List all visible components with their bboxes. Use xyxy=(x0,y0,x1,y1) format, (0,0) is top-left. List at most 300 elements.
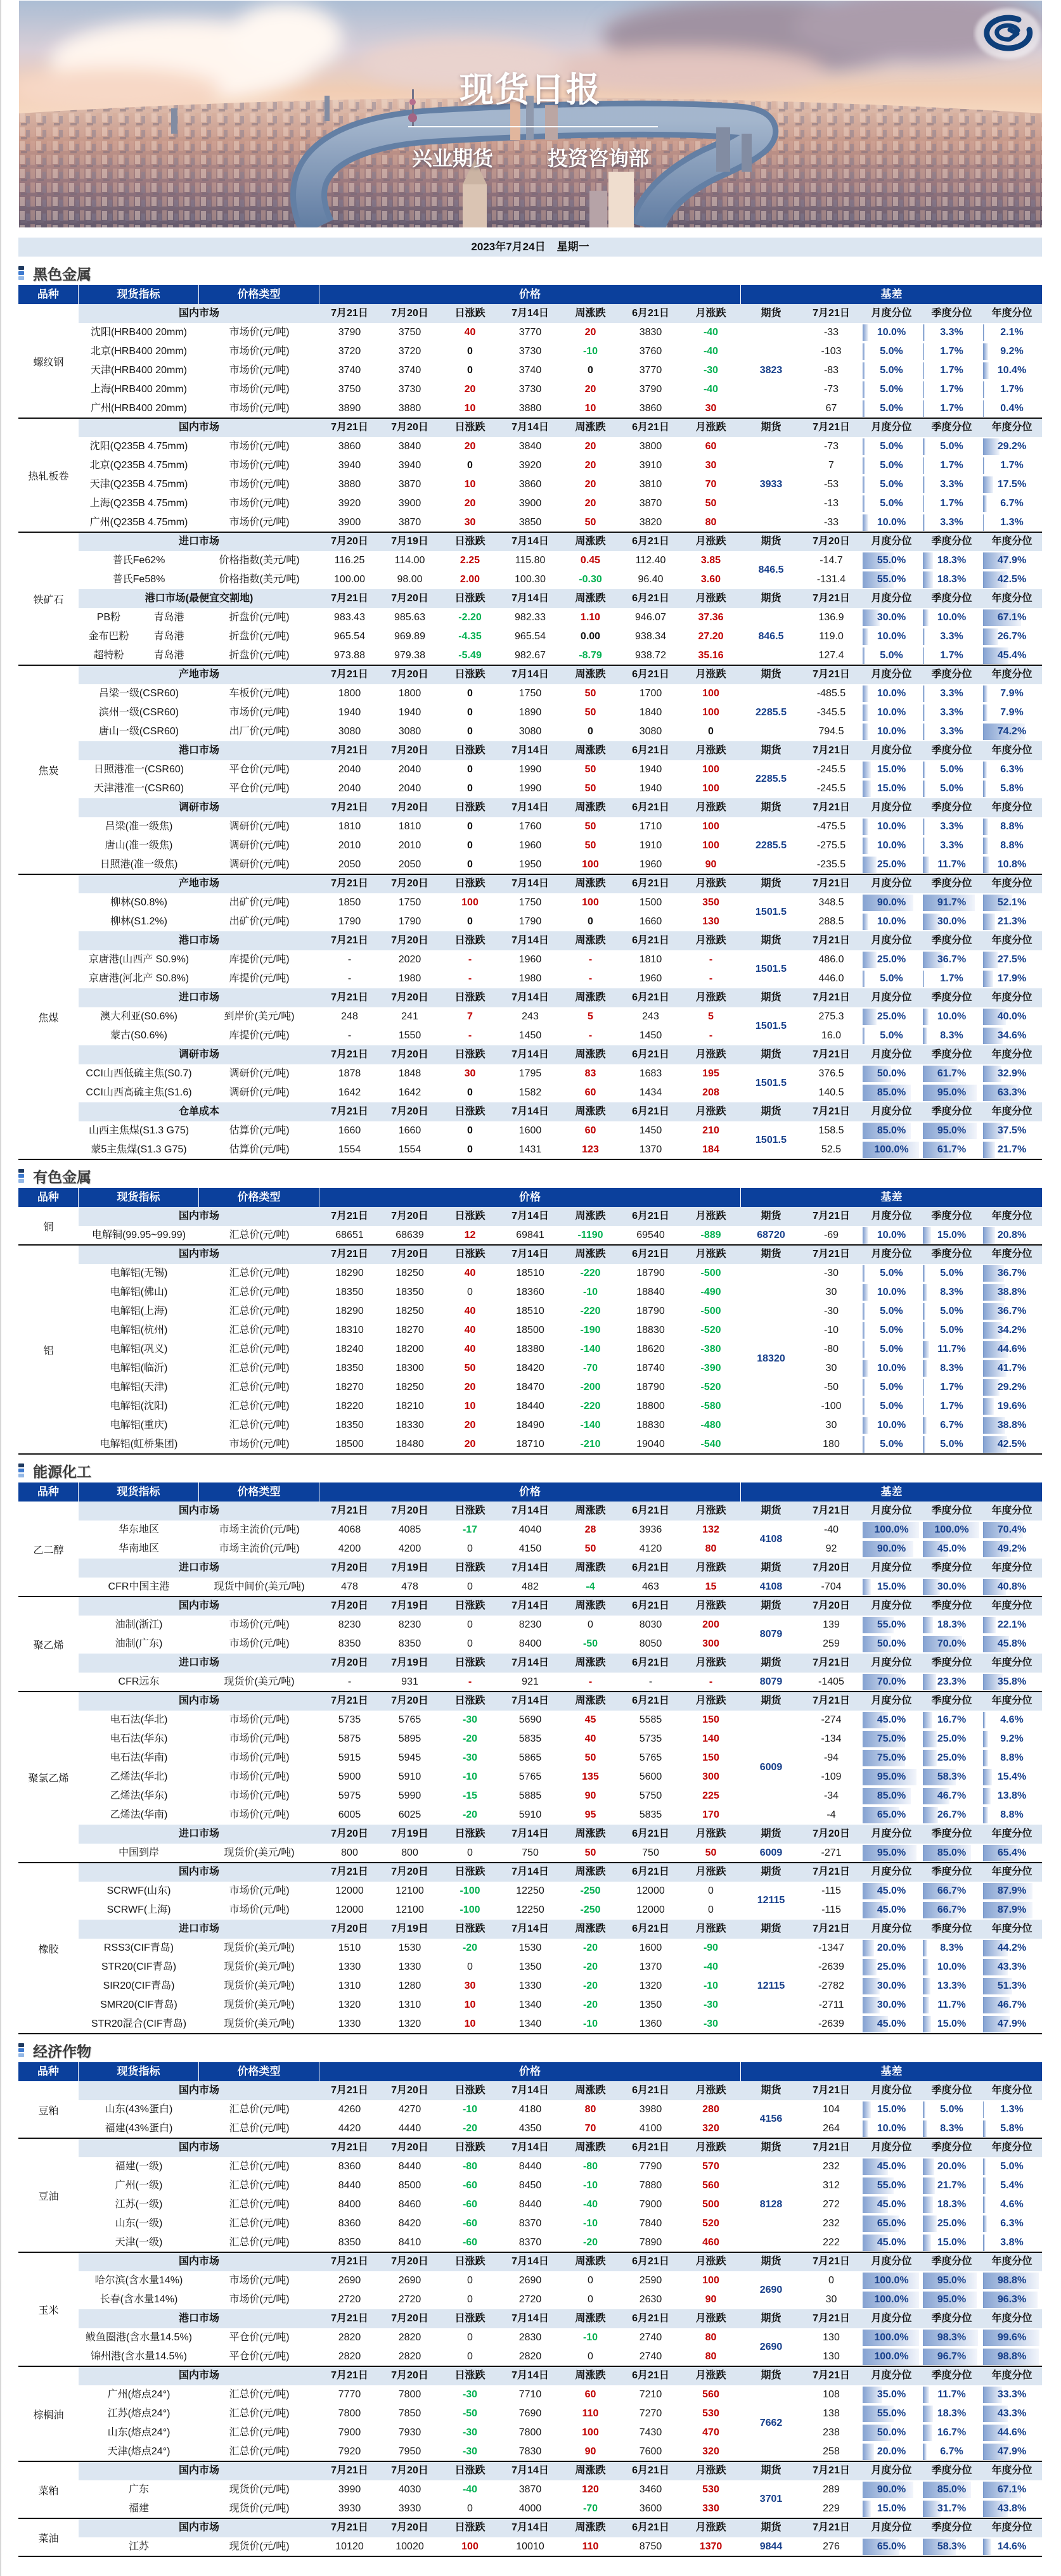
column-header: 季度分位 xyxy=(931,2142,972,2153)
change-weekly: 28 xyxy=(584,1524,596,1535)
price-previous: 4440 xyxy=(398,2123,421,2134)
column-header: 7月20日 xyxy=(391,2313,428,2324)
price-week-ago: 3730 xyxy=(518,384,542,395)
pct-quarterly xyxy=(922,1711,982,1730)
spot-indicator: 吕梁(准一级焦) xyxy=(105,821,173,832)
variety-blocks xyxy=(79,2461,1042,2518)
basis-value: -345.5 xyxy=(816,707,846,718)
price-type: 市场价(元/吨) xyxy=(229,1638,290,1649)
pct-quarterly xyxy=(922,1673,982,1692)
pct-monthly xyxy=(861,2195,922,2214)
pct-value: 45.0% xyxy=(877,1885,906,1896)
price-current: 1330 xyxy=(338,2018,361,2029)
price-week-ago: 5910 xyxy=(518,1809,542,1820)
column-header: 7月21日 xyxy=(813,1049,850,1060)
table-row xyxy=(79,2233,741,2252)
data-bar xyxy=(983,1142,995,1158)
pct-value: 70.0% xyxy=(877,1676,906,1687)
pct-quarterly xyxy=(922,1083,982,1102)
variety-blocks xyxy=(79,2366,1042,2461)
pct-value: 3.3% xyxy=(940,631,963,642)
market-label: 港口市场 xyxy=(178,2313,219,2324)
price-current: 1510 xyxy=(338,1942,361,1953)
basis-value: -475.5 xyxy=(816,821,846,832)
column-header: 月涨跌 xyxy=(695,2085,726,2096)
price-current: 973.88 xyxy=(334,650,365,661)
column-header: 日涨跌 xyxy=(454,1249,485,1259)
futures-price: 8079 xyxy=(759,1676,783,1687)
futures-price: 8079 xyxy=(759,1629,783,1640)
column-header: 7月20日 xyxy=(391,935,428,946)
data-bar xyxy=(863,362,865,379)
table-row xyxy=(79,2015,741,2034)
port-name: 青岛港 xyxy=(153,612,184,623)
price-current: 18350 xyxy=(335,1287,364,1298)
pct-value: 34.6% xyxy=(997,1030,1027,1041)
column-header: 季度分位 xyxy=(931,1695,972,1706)
column-header: 期货 xyxy=(761,669,781,680)
change-monthly: 200 xyxy=(702,1619,719,1630)
table-header xyxy=(18,1482,1042,1502)
basis-value: 238 xyxy=(823,2427,840,2438)
pct-yearly xyxy=(982,2157,1042,2176)
price-type: 市场价(元/吨) xyxy=(229,707,290,718)
basis-value: 30 xyxy=(825,1287,837,1298)
spot-indicator: 沈阳(Q235B 4.75mm) xyxy=(89,441,188,452)
pct-monthly xyxy=(861,1711,922,1730)
basis-rows xyxy=(801,608,1042,665)
change-monthly: -520 xyxy=(700,1382,721,1393)
header-indicator: 现货指标 xyxy=(79,285,199,304)
data-bar xyxy=(923,857,929,873)
pct-monthly xyxy=(861,494,922,513)
pct-yearly xyxy=(982,1578,1042,1597)
basis-row xyxy=(801,722,1042,741)
pct-quarterly xyxy=(922,551,982,570)
pct-monthly xyxy=(861,1416,922,1435)
pct-yearly xyxy=(982,1996,1042,2015)
price-week-ago: 1350 xyxy=(518,1961,542,1972)
price-current: 12000 xyxy=(335,1904,364,1915)
market-label: 产地市场 xyxy=(178,669,219,680)
price-month-ago: 3830 xyxy=(639,327,662,338)
basis-value: 158.5 xyxy=(818,1125,844,1136)
futures-price: 2690 xyxy=(759,2285,783,2295)
price-month-ago: 12000 xyxy=(636,1904,665,1915)
price-previous: 1330 xyxy=(398,1961,421,1972)
pct-value: 87.9% xyxy=(997,1885,1027,1896)
column-header: 月涨跌 xyxy=(695,2142,726,2153)
price-type: 汇总价(元/吨) xyxy=(229,2389,290,2400)
change-weekly: 60 xyxy=(584,1087,596,1098)
pct-value: 1.7% xyxy=(1000,460,1024,471)
pct-monthly xyxy=(861,779,922,798)
variety-group xyxy=(18,2461,1042,2518)
pct-value: 75.0% xyxy=(877,1752,906,1763)
price-week-ago: 7830 xyxy=(518,2446,542,2457)
column-header: 7月14日 xyxy=(511,1828,549,1839)
pct-monthly xyxy=(861,1901,922,1920)
price-previous: 18200 xyxy=(395,1344,424,1355)
column-header: 日涨跌 xyxy=(454,1562,485,1573)
column-header: 日涨跌 xyxy=(454,2313,485,2324)
pct-value: 1.7% xyxy=(940,403,963,414)
basis-value: -40 xyxy=(823,1524,839,1535)
table-row xyxy=(79,399,741,418)
price-current: 12000 xyxy=(335,1885,364,1896)
column-header: 7月20日 xyxy=(391,745,428,756)
variety-group xyxy=(18,532,1042,665)
data-bar xyxy=(863,2501,871,2517)
change-daily: -50 xyxy=(462,2408,478,2419)
table-row xyxy=(79,1435,741,1454)
column-header: 期货 xyxy=(761,1211,781,1221)
spot-indicator: 电解铝(无锡) xyxy=(110,1268,168,1278)
pct-value: 95.0% xyxy=(937,2294,967,2305)
futures-price: 3933 xyxy=(759,479,783,490)
basis-rows xyxy=(801,1673,1042,1692)
column-header: 期货 xyxy=(761,802,781,813)
column-header: 7月20日 xyxy=(813,1562,850,1573)
pct-monthly xyxy=(861,1749,922,1768)
pct-monthly xyxy=(861,684,922,703)
price-week-ago: 7710 xyxy=(518,2389,542,2400)
pct-yearly xyxy=(982,1083,1042,1102)
pct-value: 29.2% xyxy=(997,1382,1027,1393)
change-weekly: - xyxy=(588,1676,593,1687)
table-row xyxy=(79,684,741,703)
basis-value: 264 xyxy=(823,2123,840,2134)
futures-price: 6009 xyxy=(759,1847,783,1858)
pct-value: 32.9% xyxy=(997,1068,1027,1079)
pct-value: 8.3% xyxy=(940,1942,963,1953)
data-bar xyxy=(863,838,868,854)
column-header: 周涨跌 xyxy=(575,1866,606,1877)
pct-value: 10.0% xyxy=(877,688,906,699)
column-header: 期货 xyxy=(761,1866,781,1877)
column-header: 周涨跌 xyxy=(575,536,606,547)
data-bar xyxy=(923,2016,931,2032)
price-week-ago: 3860 xyxy=(518,479,542,490)
table-row xyxy=(79,1749,741,1768)
header-indicator: 现货指标 xyxy=(79,2062,199,2081)
basis-value: -115 xyxy=(821,1904,841,1915)
spot-indicator: 澳大利亚(S0.6%) xyxy=(100,1011,177,1022)
pct-value: 42.5% xyxy=(997,574,1027,585)
column-header: 月度分位 xyxy=(871,308,912,319)
basis-value: 67 xyxy=(825,403,837,414)
price-previous: 10020 xyxy=(395,2541,424,2552)
section-title xyxy=(18,1159,1042,1188)
column-header: 年度分位 xyxy=(991,1657,1032,1668)
pct-value: 5.0% xyxy=(880,1268,903,1278)
price-type: 汇总价(元/吨) xyxy=(229,2427,290,2438)
change-weekly: 100 xyxy=(582,859,599,870)
basis-value: 312 xyxy=(823,2180,840,2191)
pct-value: 3.3% xyxy=(940,479,963,490)
price-type: 调研价(元/吨) xyxy=(229,821,290,832)
section-1 xyxy=(18,257,1042,1159)
table-row xyxy=(79,1083,741,1102)
pct-yearly xyxy=(982,627,1042,646)
change-daily: 0 xyxy=(467,1087,473,1098)
table-row xyxy=(79,1359,741,1378)
pct-value: 10.0% xyxy=(877,707,906,718)
column-header: 年度分位 xyxy=(991,802,1032,813)
report-subtitle xyxy=(19,143,1042,172)
column-header: 7月19日 xyxy=(391,1828,428,1839)
basis-rows xyxy=(801,1711,1042,1825)
change-daily: 0 xyxy=(467,2503,473,2514)
price-type: 汇总价(元/吨) xyxy=(229,1306,290,1317)
basis-row xyxy=(801,1635,1042,1654)
price-type: 市场主流价(元/吨) xyxy=(219,1524,300,1535)
price-month-ago: 8030 xyxy=(639,1619,662,1630)
variety-blocks xyxy=(79,1207,1042,1245)
price-current: 1940 xyxy=(338,707,361,718)
column-header: 6月21日 xyxy=(632,1106,669,1117)
column-header: 年度分位 xyxy=(991,1695,1032,1706)
basis-row xyxy=(801,1007,1042,1026)
variety-group xyxy=(18,2252,1042,2366)
column-header: 7月20日 xyxy=(331,1600,368,1611)
pct-monthly xyxy=(861,513,922,532)
change-weekly: -140 xyxy=(580,1344,601,1355)
change-monthly: 100 xyxy=(702,840,719,851)
price-month-ago: 3810 xyxy=(639,479,662,490)
pct-quarterly xyxy=(922,1416,982,1435)
price-current: 2690 xyxy=(338,2275,361,2286)
pct-value: 29.2% xyxy=(997,441,1027,452)
column-header: 周涨跌 xyxy=(575,1657,606,1668)
pct-monthly xyxy=(861,2214,922,2233)
column-header: 6月21日 xyxy=(632,745,669,756)
change-weekly: -250 xyxy=(580,1904,601,1915)
pct-value: 5.0% xyxy=(880,479,903,490)
basis-row xyxy=(801,2015,1042,2034)
pct-quarterly xyxy=(922,950,982,969)
pct-yearly xyxy=(982,323,1042,342)
price-previous: 1310 xyxy=(398,1999,421,2010)
change-weekly: 100 xyxy=(582,2427,599,2438)
column-header: 期货 xyxy=(761,1562,781,1573)
change-daily: -100 xyxy=(460,1885,480,1896)
table-row xyxy=(79,1616,741,1635)
price-previous: 2040 xyxy=(398,764,421,775)
data-bar xyxy=(923,2406,933,2422)
price-month-ago: 7880 xyxy=(639,2180,662,2191)
price-type: 市场价(元/吨) xyxy=(229,2275,290,2286)
data-bar xyxy=(983,1788,991,1804)
pct-value: 26.7% xyxy=(937,1809,967,1820)
price-current: 8360 xyxy=(338,2161,361,2172)
table-row xyxy=(79,2347,741,2366)
market-subheader xyxy=(79,1045,1042,1064)
table-row xyxy=(79,703,741,722)
table-row xyxy=(79,475,741,494)
pct-yearly xyxy=(982,1882,1042,1901)
table-row xyxy=(79,342,741,361)
price-type: 出厂价(元/吨) xyxy=(229,726,290,737)
price-week-ago: 8230 xyxy=(518,1619,542,1630)
pct-value: 90.0% xyxy=(877,897,906,908)
pct-monthly xyxy=(861,2385,922,2404)
price-week-ago: 1600 xyxy=(518,1125,542,1136)
pct-quarterly xyxy=(922,912,982,931)
pct-value: 98.8% xyxy=(997,2351,1027,2362)
market-subheader xyxy=(79,1692,1042,1711)
column-header: 7月21日 xyxy=(813,878,850,889)
basis-row xyxy=(801,1521,1042,1540)
basis-value: -73 xyxy=(823,384,839,395)
data-bar xyxy=(923,705,925,721)
price-previous: 2010 xyxy=(398,840,421,851)
pct-value: 30.0% xyxy=(877,1980,906,1991)
change-daily: 0 xyxy=(467,2351,473,2362)
column-header: 7月21日 xyxy=(813,992,850,1003)
price-type: 汇总价(元/吨) xyxy=(229,1344,290,1355)
pct-value: 15.4% xyxy=(997,1771,1027,1782)
change-weekly: 80 xyxy=(584,2104,596,2115)
pct-yearly xyxy=(982,1359,1042,1378)
spot-indicator: 唐山(准一级焦) xyxy=(105,840,173,851)
price-week-ago: 12250 xyxy=(516,1885,544,1896)
price-current: 4420 xyxy=(338,2123,361,2134)
market-label: 产地市场 xyxy=(178,878,219,889)
price-week-ago: 5835 xyxy=(518,1733,542,1744)
variety-name: 热轧板卷 xyxy=(28,471,69,482)
column-header: 月涨跌 xyxy=(695,802,726,813)
price-month-ago: 3980 xyxy=(639,2104,662,2115)
spot-indicator xyxy=(79,608,199,627)
header-basis: 基差 xyxy=(880,1191,903,1203)
spot-indicator: 上海(HRB400 20mm) xyxy=(90,384,188,395)
column-header: 年度分位 xyxy=(991,1866,1032,1877)
change-monthly: 100 xyxy=(702,688,719,699)
column-header: 7月14日 xyxy=(511,1923,549,1934)
spot-indicator: 山东(熔点24°) xyxy=(107,2427,170,2438)
price-month-ago: 3860 xyxy=(639,403,662,414)
column-header: 年度分位 xyxy=(991,593,1032,604)
change-weekly: 0 xyxy=(588,2275,593,2286)
pct-yearly xyxy=(982,456,1042,475)
change-monthly: 500 xyxy=(702,2199,719,2210)
data-bar xyxy=(863,628,868,645)
price-previous: 1530 xyxy=(398,1942,421,1953)
column-header: 7月20日 xyxy=(391,2085,428,2096)
basis-value: -33 xyxy=(823,327,839,338)
basis-row xyxy=(801,1064,1042,1083)
column-header: 6月21日 xyxy=(632,2142,669,2153)
data-bar xyxy=(863,819,868,835)
data-bar xyxy=(923,1028,927,1044)
section-stack-icon xyxy=(18,2043,24,2057)
data-bar xyxy=(983,838,988,854)
basis-value: -30 xyxy=(823,1268,839,1278)
pct-monthly xyxy=(861,608,922,627)
price-week-ago: 18420 xyxy=(516,1363,544,1374)
basis-value: -274 xyxy=(821,1714,842,1725)
column-header: 月涨跌 xyxy=(695,593,726,604)
basis-rows xyxy=(801,1121,1042,1159)
price-week-ago: 1960 xyxy=(518,840,542,851)
change-weekly: 60 xyxy=(584,2389,596,2400)
market-label: 港口市场 xyxy=(178,745,219,756)
header-basis: 基差 xyxy=(880,288,903,300)
basis-row xyxy=(801,1026,1042,1045)
section-title xyxy=(18,257,1042,285)
column-header: 7月21日 xyxy=(813,1505,850,1516)
column-header: 年度分位 xyxy=(991,2370,1032,2381)
spot-indicator: SIR20(CIF青岛) xyxy=(103,1980,175,1991)
market-subheader xyxy=(79,1207,1042,1226)
change-daily: 0 xyxy=(467,2294,473,2305)
price-month-ago: 3770 xyxy=(639,365,662,376)
change-daily: 0 xyxy=(467,1543,473,1554)
pct-value: 70.0% xyxy=(937,1638,967,1649)
change-daily: -10 xyxy=(462,2104,478,2115)
price-week-ago: 2820 xyxy=(518,2351,542,2362)
change-monthly: 1370 xyxy=(699,2541,723,2552)
spot-indicator: 日照港准一(CSR60) xyxy=(93,764,184,775)
column-header: 7月20日 xyxy=(391,669,428,680)
pct-monthly xyxy=(861,969,922,988)
price-month-ago: 3790 xyxy=(639,384,662,395)
change-weekly: 1.10 xyxy=(580,612,601,623)
data-bar xyxy=(923,2158,934,2175)
column-header: 7月14日 xyxy=(511,422,549,433)
data-bar xyxy=(923,685,925,702)
change-monthly: 195 xyxy=(702,1068,719,1079)
change-daily: 0 xyxy=(467,1581,473,1592)
data-bar xyxy=(923,1436,925,1453)
spot-indicator: 华南地区 xyxy=(118,1543,159,1554)
data-bar xyxy=(983,2235,985,2251)
column-header: 7月21日 xyxy=(813,2370,850,2381)
column-header: 期货 xyxy=(761,422,781,433)
pct-value: 1.7% xyxy=(940,460,963,471)
market-label: 进口市场 xyxy=(178,1828,219,1839)
change-weekly: -200 xyxy=(580,1382,601,1393)
pct-monthly xyxy=(861,570,922,589)
price-type: 市场价(元/吨) xyxy=(229,1714,290,1725)
pct-value: 21.7% xyxy=(937,2180,967,2191)
data-bar xyxy=(863,1303,865,1320)
pct-yearly xyxy=(982,1958,1042,1977)
column-header: 月涨跌 xyxy=(695,2522,726,2533)
variety-group xyxy=(18,1597,1042,1692)
basis-rows xyxy=(801,2537,1042,2556)
change-daily: -5.49 xyxy=(458,650,482,661)
futures-price: 3701 xyxy=(759,2494,783,2504)
pct-value: 55.0% xyxy=(877,2180,906,2191)
pct-quarterly xyxy=(922,1321,982,1340)
basis-row xyxy=(801,2480,1042,2499)
price-current: 4200 xyxy=(338,1543,361,1554)
department-name: 投资咨询部 xyxy=(548,147,650,170)
variety-name: 橡胶 xyxy=(38,1944,59,1955)
spot-indicator: 天津(HRB400 20mm) xyxy=(90,365,188,376)
price-month-ago: 5735 xyxy=(639,1733,662,1744)
basis-row xyxy=(801,323,1042,342)
column-header: 周涨跌 xyxy=(575,1600,606,1611)
table-row xyxy=(79,1844,741,1863)
pct-value: 18.3% xyxy=(937,2408,967,2419)
spot-indicator: 电解铝(杭州) xyxy=(110,1325,168,1336)
change-monthly: 15 xyxy=(705,1581,717,1592)
table-row xyxy=(79,456,741,475)
change-weekly: -0.30 xyxy=(579,574,602,585)
